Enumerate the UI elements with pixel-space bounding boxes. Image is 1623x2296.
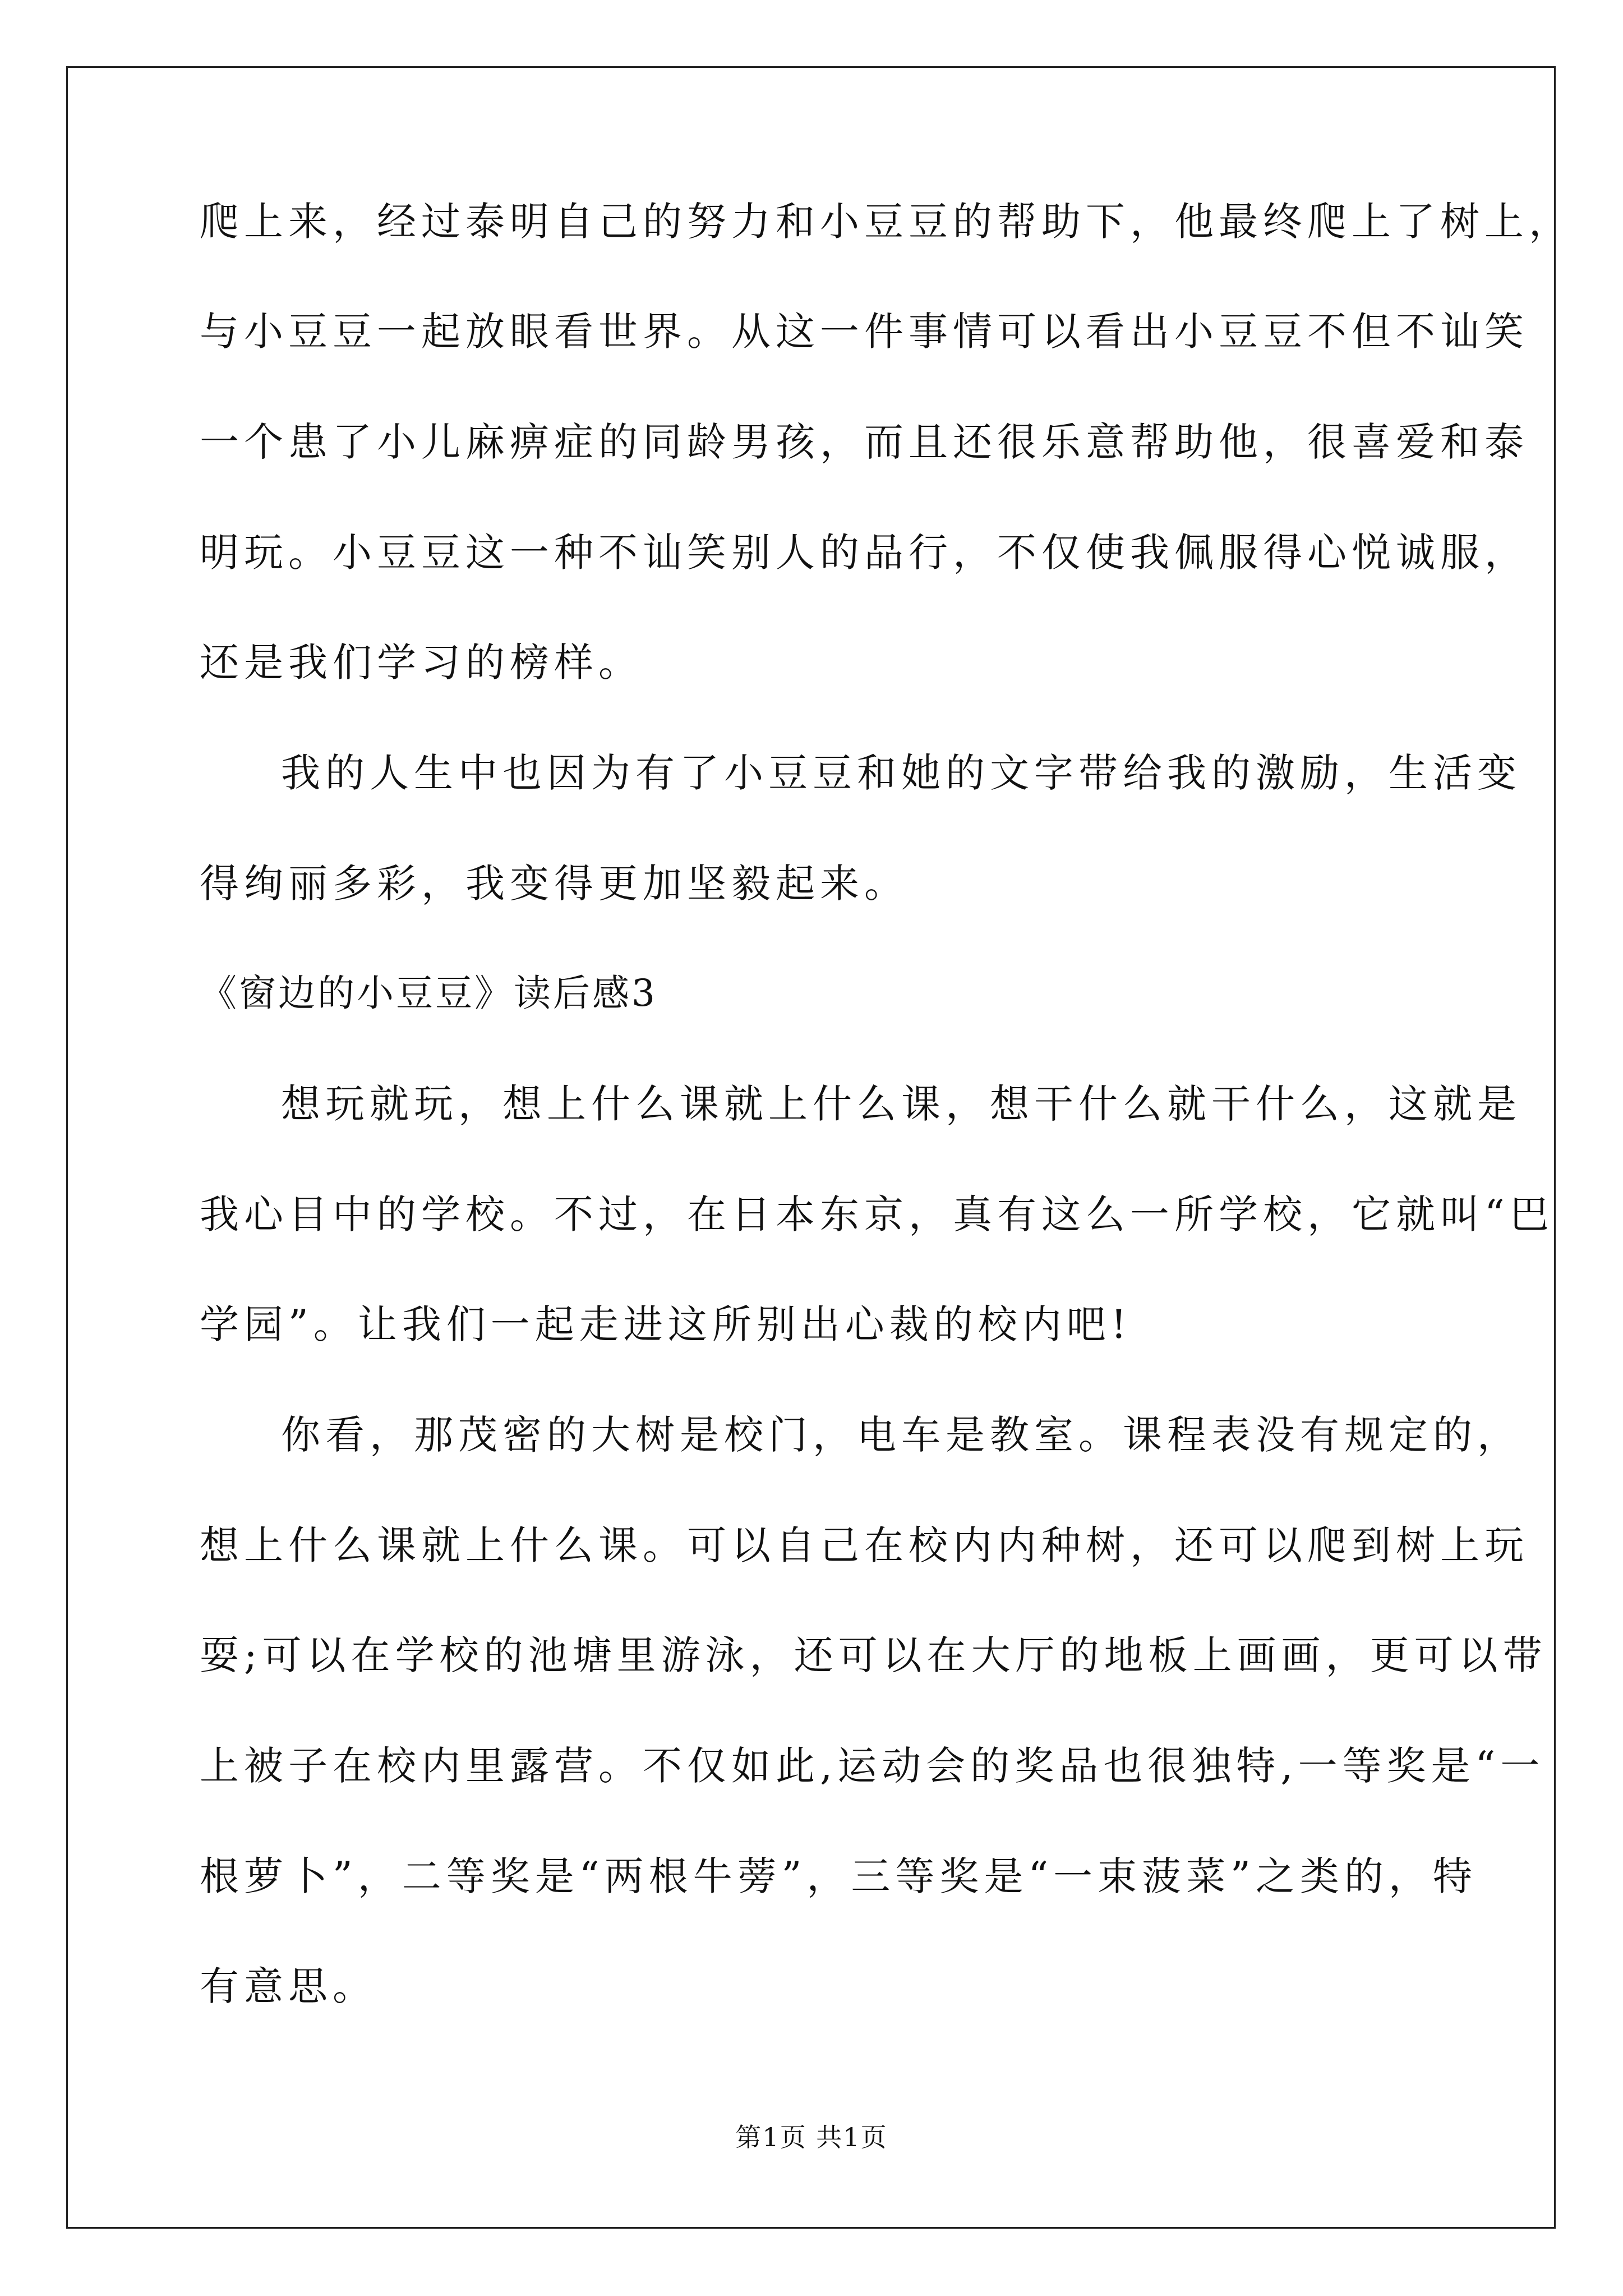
text-line: 爬上来，经过泰明自己的努力和小豆豆的帮助下，他最终爬上了树上， — [200, 199, 1573, 245]
section-heading: 《窗边的小豆豆》读后感3 — [200, 972, 657, 1015]
text-line: 想玩就玩，想上什么课就上什么课，想干什么就干什么，这就是 — [281, 1081, 1521, 1127]
text-line: 我的人生中也因为有了小豆豆和她的文字带给我的激励，生活变 — [281, 750, 1521, 796]
text-line: 耍;可以在学校的池塘里游泳，还可以在大厅的地板上画画，更可以带 — [200, 1632, 1547, 1678]
text-line: 一个患了小儿麻痹症的同龄男孩，而且还很乐意帮助他，很喜爱和泰 — [200, 419, 1529, 465]
text-line: 想上什么课就上什么课。可以自己在校内内种树，还可以爬到树上玩 — [200, 1522, 1529, 1568]
page-footer: 第1页 共1页 — [735, 2122, 888, 2152]
text-line: 学园”。让我们一起走进这所别出心裁的校内吧! — [200, 1301, 1132, 1347]
text-line: 我心目中的学校。不过，在日本东京，真有这么一所学校，它就叫“巴 — [200, 1191, 1554, 1237]
text-line: 上被子在校内里露营。不仅如此,运动会的奖品也很独特,一等奖是“一 — [200, 1743, 1545, 1789]
text-line: 得绚丽多彩，我变得更加坚毅起来。 — [200, 861, 909, 907]
text-line: 还是我们学习的榜样。 — [200, 639, 643, 685]
text-line: 与小豆豆一起放眼看世界。从这一件事情可以看出小豆豆不但不讪笑 — [200, 309, 1529, 355]
text-line: 明玩。小豆豆这一种不讪笑别人的品行，不仅使我佩服得心悦诚服， — [200, 530, 1529, 576]
text-line: 你看，那茂密的大树是校门，电车是教室。课程表没有规定的， — [281, 1412, 1521, 1458]
text-line: 根萝卜”，二等奖是“两根牛蒡”，三等奖是“一束菠菜”之类的，特 — [200, 1853, 1477, 1899]
text-line: 有意思。 — [200, 1963, 377, 2009]
